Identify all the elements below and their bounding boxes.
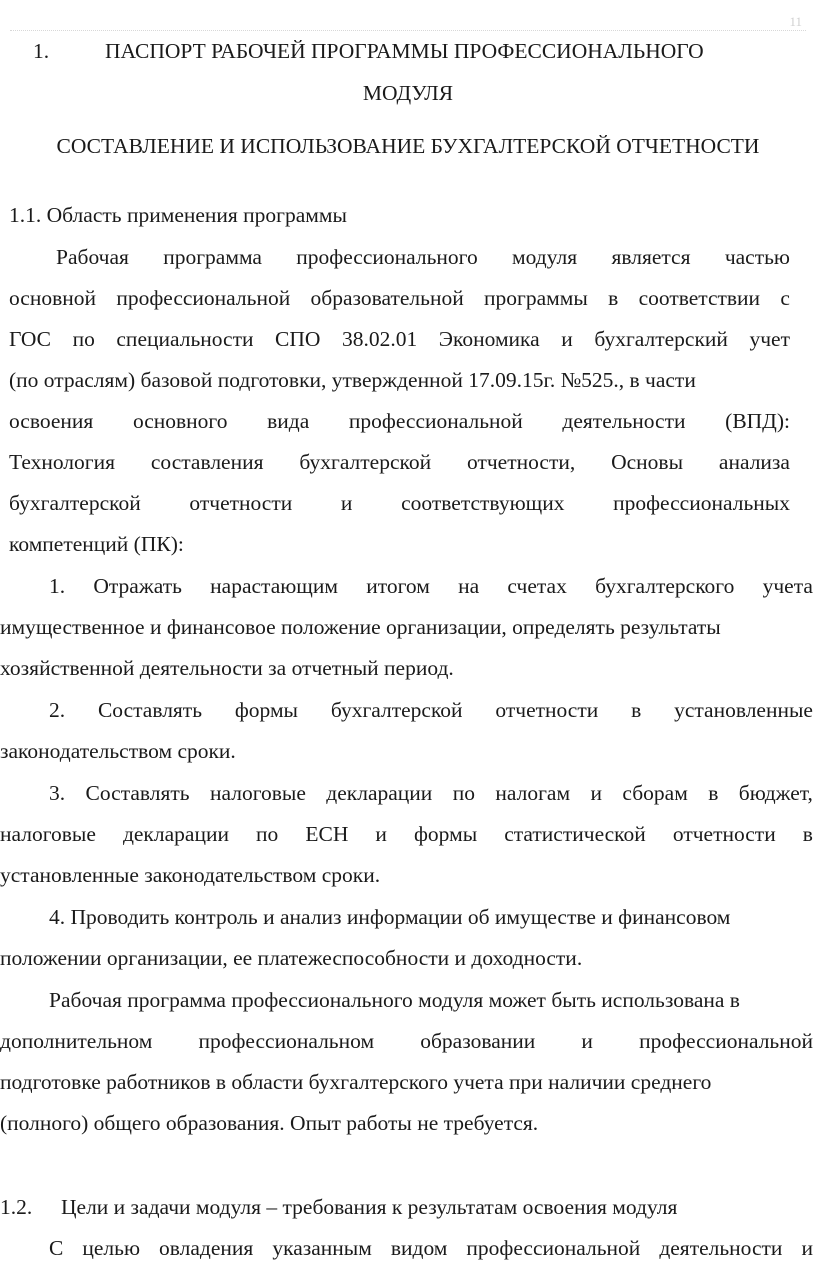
text-line: имущественное и финансовое положение организации, определять результаты [0, 615, 721, 639]
text-line: Рабочая программа профессионального модуля является частью [56, 245, 790, 269]
text-line: установленные законодательством сроки. [0, 863, 381, 887]
text-line: положении организации, ее платежеспособности и доходности. [0, 946, 583, 970]
text-line: (по отраслям) базовой подготовки, утвержденной 17.09.15г. №525., в части [9, 368, 696, 392]
section-1-2-paragraph: С целью овладения указанным видом профессиональной деятельности и [49, 1236, 813, 1260]
text-line: подготовке работников в области бухгалтерского учета при наличии среднего [0, 1070, 712, 1094]
text-line: законодательством сроки. [0, 739, 236, 763]
text-line: компетенций (ПК): [9, 532, 184, 556]
page-number: 11 [789, 14, 802, 29]
text-line: освоения основного вида профессиональной деятельности (ВПД): [9, 409, 790, 433]
text-line: дополнительном профессиональном образовании и профессиональной [0, 1029, 813, 1053]
module-title: СОСТАВЛЕНИЕ И ИСПОЛЬЗОВАНИЕ БУХГАЛТЕРСКОЙ ОТЧЕТНОСТИ [56, 134, 760, 158]
heading-line-2: МОДУЛЯ [362, 81, 454, 105]
text-line: 3. Составлять налоговые декларации по налогам и сборам в бюджет, [49, 781, 813, 805]
text-line: Рабочая программа профессионального модуля может быть использована в [49, 988, 740, 1012]
section-1-2-number: 1.2. [0, 1195, 33, 1219]
text-line: (полного) общего образования. Опыт работы не требуется. [0, 1111, 539, 1135]
heading-line-1: ПАСПОРТ РАБОЧЕЙ ПРОГРАММЫ ПРОФЕССИОНАЛЬНОГО [105, 39, 704, 63]
text-line: ГОС по специальности СПО 38.02.01 Экономика и бухгалтерский учет [9, 327, 790, 351]
text-line: бухгалтерской отчетности и соответствующих профессиональных [9, 491, 790, 515]
text-line: 1. Отражать нарастающим итогом на счетах бухгалтерского учета [49, 574, 813, 598]
section-1-2-title: Цели и задачи модуля – требования к результатам освоения модуля [61, 1195, 678, 1219]
text-line: 4. Проводить контроль и анализ информации об имуществе и финансовом [49, 905, 731, 929]
section-1-1-title: 1.1. Область применения программы [9, 203, 347, 227]
heading-number: 1. [33, 39, 50, 63]
text-line: Технология составления бухгалтерской отчетности, Основы анализа [9, 450, 790, 474]
text-line: основной профессиональной образовательной программы в соответствии с [9, 286, 790, 310]
header-rule [10, 30, 806, 31]
text-line: 2. Составлять формы бухгалтерской отчетности в установленные [49, 698, 813, 722]
text-line: хозяйственной деятельности за отчетный период. [0, 656, 454, 680]
text-line: налоговые декларации по ЕСН и формы статистической отчетности в [0, 822, 813, 846]
